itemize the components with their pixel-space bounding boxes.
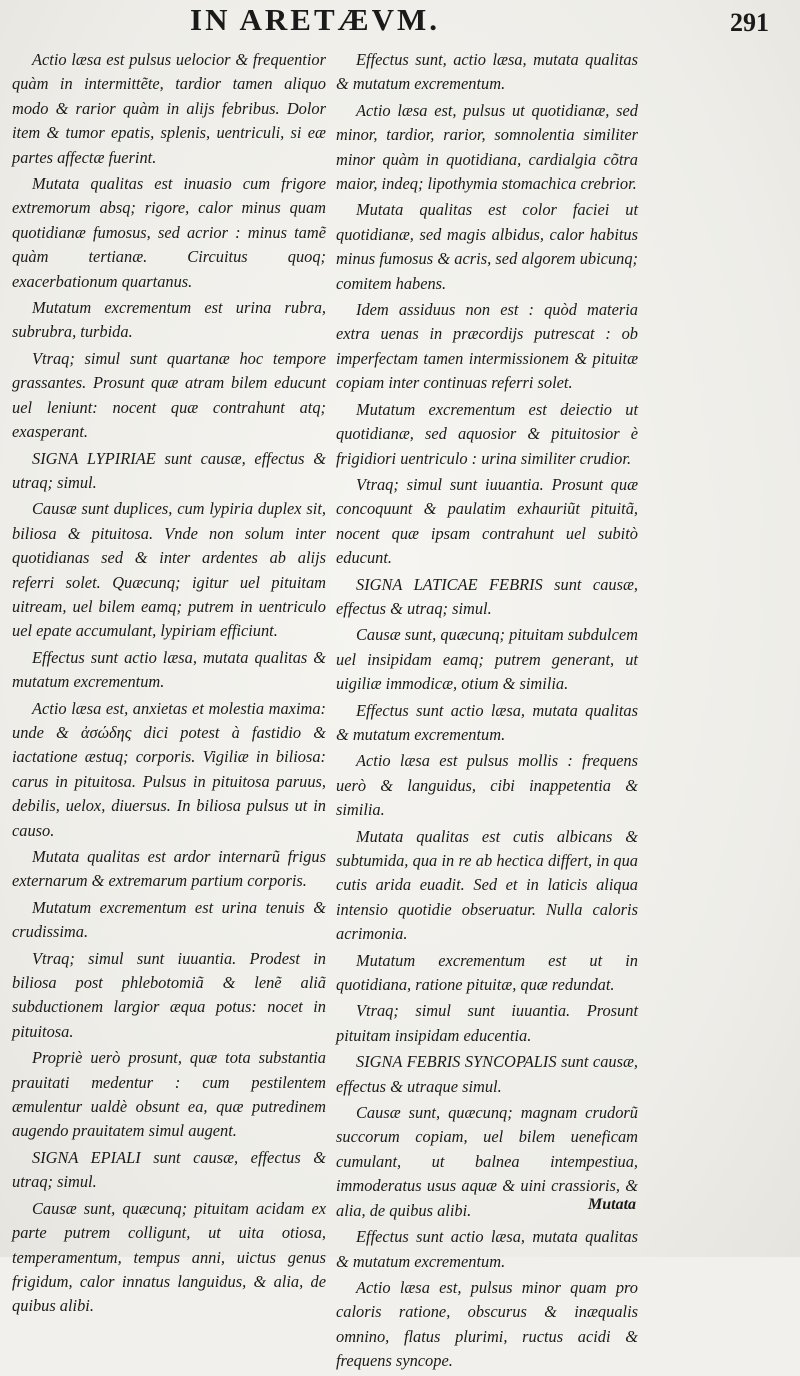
paragraph: Actio læsa est, pulsus minor quam pro caloris ratione, obscurus & inæqualis omnino, flatus plurimi, ructus acidi & frequens syncope. [336,1277,638,1371]
section-heading: SIGNA LYPIRIAE sunt causæ, effectus & utraq; simul. [12,448,326,492]
paragraph: Causæ sunt, quæcunq; magnam crudorũ succorum copiam, uel bilem ueneficam cumulant, ut balnea intempestiua, immoderatus usus aquæ & uini crassioris, & alia, de quibus alibi. [336,1103,638,1220]
paragraph: Mutatum excrementum est ut in quotidiana, ratione pituitæ, quæ redundat. [336,950,638,995]
right-column [336,48,638,1376]
section-heading: SIGNA EPIALI sunt causæ, effectus & utraq; simul. [12,1147,326,1192]
paragraph: Mutatum excrementum est deiectio ut quotidianæ, sed aquosior & pituitosior è frigidiori uentriculo : urina similiter crudior. [336,399,638,468]
paragraph: Effectus sunt actio læsa, mutata qualitas & mutatum excrementum. [336,1227,638,1271]
paragraph: Actio læsa est pulsus mollis : frequens uerò & languidus, cibi inappetentia & similia. [336,751,638,820]
paragraph: Mutata qualitas est inuasio cum frigore extremorum absq; rigore, calor minus quam quotidianæ fumosus, sed acrior : minus tamẽ quàm tertianæ. Circuitus quoq; exacerbationum quartanus. [12,174,326,291]
running-head: IN ARETÆVM. [190,2,441,37]
paragraph: Effectus sunt, actio læsa, mutata qualitas & mutatum excrementum. [336,50,638,94]
paragraph: Vtraq; simul sunt iuuantia. Prodest in biliosa post phlebotomiã & lenẽ aliã subductionem largior æqua potus: nocet in pituitosa. [12,948,326,1041]
paragraph: Actio læsa est pulsus uelocior & frequentior quàm in intermittẽte, tardior tamen aliquo modo & rarior quàm in alijs febribus. Dolor item & tumor epatis, splenis, uentriculi, si eæ partes affectæ fuerint. [12,50,326,167]
paragraph: Effectus sunt actio læsa, mutata qualitas & mutatum excrementum. [336,700,638,744]
page-header [0,2,800,46]
paragraph: Actio læsa est, anxietas et molestia maxima: unde & ἀσώδης dici potest à fastidio & iactatione æstuq; corporis. Vigiliæ in biliosa: carus in pituitosa. Pulsus in pituitosa paruus, debilis, uelox, diuersus. In biliosa pulsus ut in causo. [12,698,326,840]
paragraph: Vtraq; simul sunt iuuantia. Prosunt pituitam insipidam educentia. [336,1001,638,1045]
paragraph: Mutata qualitas est ardor internarũ frigus externarum & extremarum partium corporis. [12,847,326,891]
paragraph: Causæ sunt, quæcunq; pituitam acidam ex parte putrem colligunt, ut uita otiosa, temperamentum, tempus anni, uictus genus frigidum, calor innatus languidus, & alia, de quibus alibi. [12,1198,326,1316]
left-column [12,48,326,1321]
paragraph: Mutatum excrementum est urina tenuis & crudissima. [12,897,326,942]
page-number: 291 [730,8,769,37]
catchword: Mutata [588,1196,637,1213]
paragraph: Causæ sunt duplices, cum lypiria duplex sit, biliosa & pituitosa. Vnde non solum inter quotidianas sed & inter ardentes ab alijs referri solet. Quæcunq; igitur uel pituitam uitream, uel bilem eamq; putrem in uentriculo uel epate accumulant, lypiriam efficiunt. [12,499,326,641]
paragraph: Effectus sunt actio læsa, mutata qualitas & mutatum excrementum. [12,647,326,692]
paragraph: Mutatum excrementum est urina rubra, subrubra, turbida. [12,298,326,342]
paragraph: Actio læsa est, pulsus ut quotidianæ, sed minor, tardior, rarior, somnolentia similiter minor quàm in quotidiana, cardialgia cõtra maior, indeq; lipothymia stomachica crebrior. [336,100,638,194]
paragraph: Causæ sunt, quæcunq; pituitam subdulcem uel insipidam eamq; putrem generant, ut uigiliæ immodicæ, otium & similia. [336,625,638,694]
paragraph: Vtraq; simul sunt iuuantia. Prosunt quæ concoquunt & paulatim exhauriũt pituitã, nocent quæ ipsam contrahunt uel subitò educunt. [336,474,638,568]
section-heading: SIGNA FEBRIS SYNCOPALIS sunt causæ, effectus & utraque simul. [336,1052,638,1096]
paragraph: Idem assiduus non est : quòd materia extra uenas in præcordijs putrescat : ob imperfectam tamen intermissionem & pituitæ copiam inter continuas referri solet. [336,300,638,393]
paragraph: Propriè uerò prosunt, quæ tota substantia prauitati medentur : cum pestilentem æmulentur ualdè obsunt ea, quæ putredinem augendo prauitatem simul augent. [12,1048,326,1141]
paragraph: Vtraq; simul sunt quartanæ hoc tempore grassantes. Prosunt quæ atram bilem educunt uel leniunt: nocent quæ contrahunt atq; exasperant. [12,348,326,442]
paragraph: Mutata qualitas est color faciei ut quotidianæ, sed magis albidus, calor habitus minus fumosus & acris, sed algorem ubicunq; comitem habens. [336,200,638,293]
paragraph: Mutata qualitas est cutis albicans & subtumida, qua in re ab hectica differt, in qua cutis arida euadit. Sed et in laticis aliqua intensio quotidie obseruatur. Nulla caloris acrimonia. [336,826,638,944]
section-heading: SIGNA LATICAE FEBRIS sunt causæ, effectus & utraq; simul. [336,574,638,618]
